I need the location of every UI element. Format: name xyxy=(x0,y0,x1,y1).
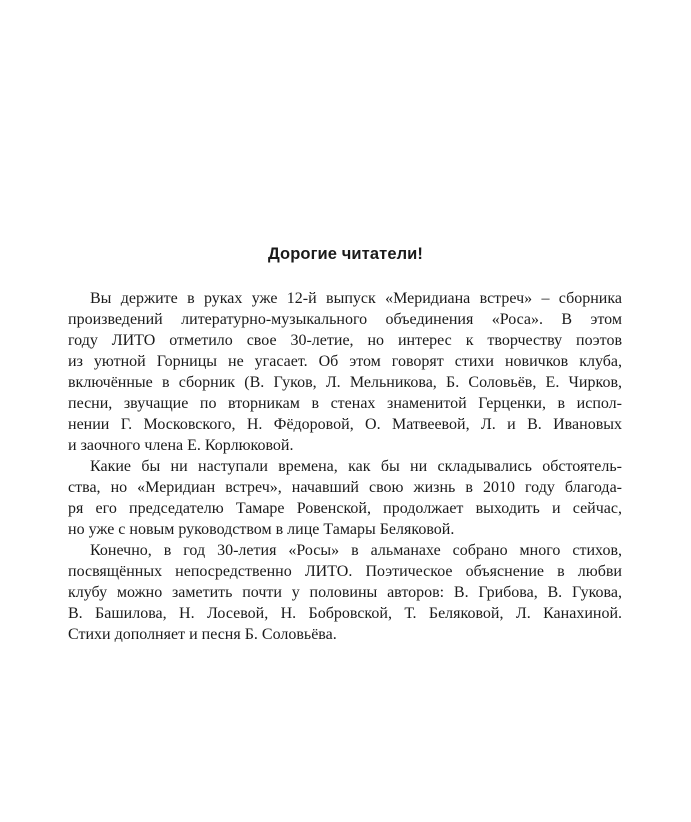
paragraph-1-line-6: песни, звучащие по вторникам в стенах знаменитой Герценки, в испол- xyxy=(68,395,622,412)
paragraph-1-line-2: произведений литературно-музыкального объединения «Роса». В этом xyxy=(68,311,622,328)
paragraph-2-line-2: ства, но «Меридиан встреч», начавший свою жизнь в 2010 году благода- xyxy=(68,479,622,496)
paragraph-3-line-1: Конечно, в год 30-летия «Росы» в альманахе собрано много стихов, xyxy=(90,542,622,559)
paragraph-3-line-3: клубу можно заметить почти у половины авторов: В. Грибова, В. Гукова, xyxy=(68,584,622,601)
paragraph-1-line-3: году ЛИТО отметило свое 30-летие, но интерес к творчеству поэтов xyxy=(68,332,622,349)
paragraph-1-line-7: нении Г. Московского, Н. Фёдоровой, О. Матвеевой, Л. и В. Ивановых xyxy=(68,416,622,433)
paragraph-1-line-4: из уютной Горницы не угасает. Об этом говорят стихи новичков клуба, xyxy=(68,353,622,370)
paragraph-1-line-8: и заочного члена Е. Корлюковой. xyxy=(68,437,294,454)
paragraph-1-line-5: включённые в сборник (В. Гуков, Л. Мельникова, Б. Соловьёв, Е. Чирков, xyxy=(68,374,622,391)
page-title: Дорогие читатели! xyxy=(267,245,424,263)
paragraph-2-line-1: Какие бы ни наступали времена, как бы ни складывались обстоятель- xyxy=(90,458,622,475)
paragraph-3-line-2: посвящённых непосредственно ЛИТО. Поэтическое объяснение в любви xyxy=(68,563,622,580)
paragraph-2-line-4: но уже с новым руководством в лице Тамары Беляковой. xyxy=(68,521,455,538)
paragraph-3-line-4: В. Башилова, Н. Лосевой, Н. Бобровской, Т. Беляковой, Л. Канахиной. xyxy=(68,605,622,622)
paragraph-2-line-3: ря его председателю Тамаре Ровенской, продолжает выходить и сейчас, xyxy=(68,500,622,517)
paragraph-1-line-1: Вы держите в руках уже 12-й выпуск «Меридиана встреч» – сборника xyxy=(90,290,622,307)
paragraph-3-line-5: Стихи дополняет и песня Б. Соловьёва. xyxy=(68,626,337,643)
